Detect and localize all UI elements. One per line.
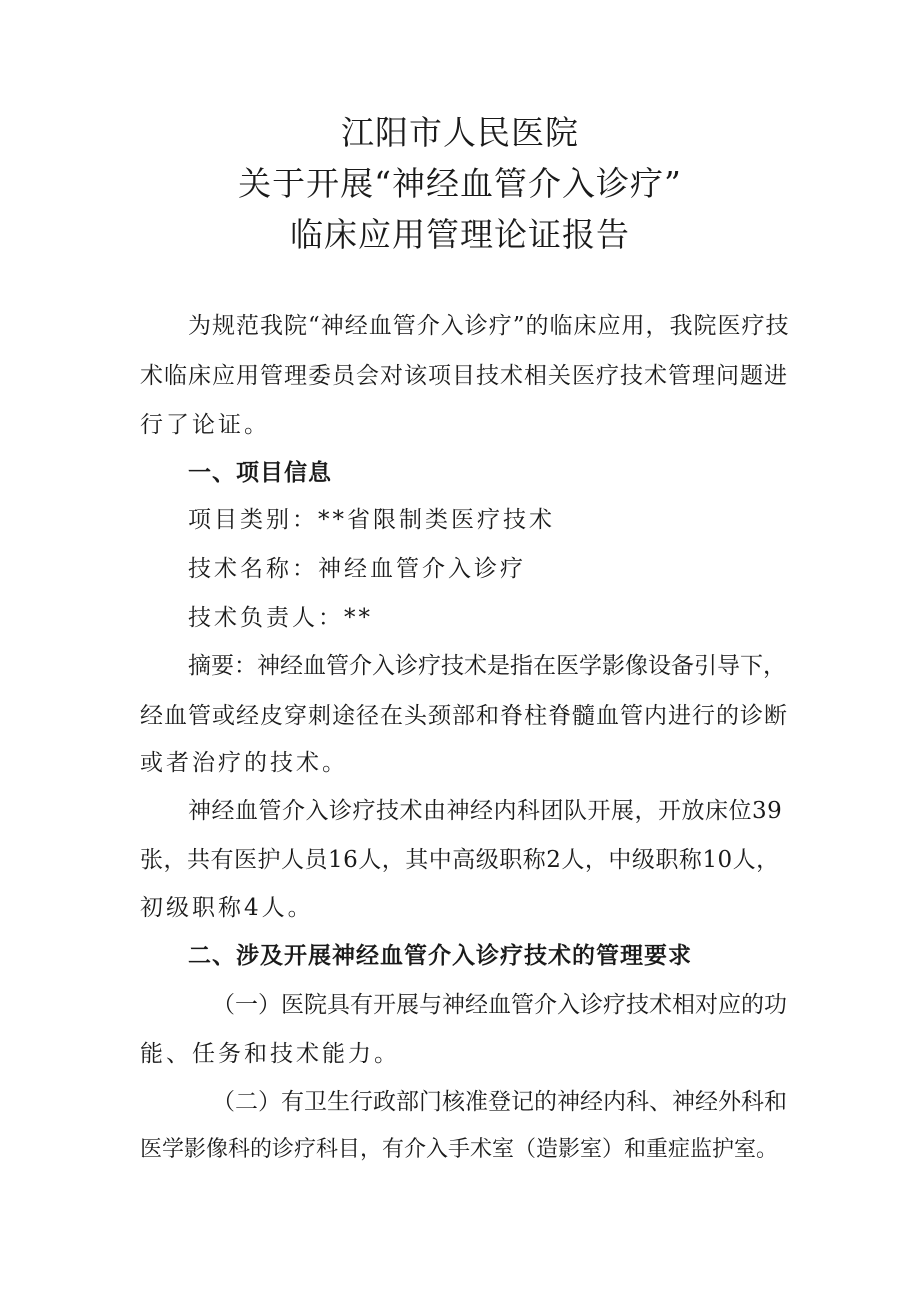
project-category: 项目类别：**省限制类医疗技术 (188, 507, 555, 533)
technology-lead: 技术负责人：** (188, 605, 373, 631)
requirement-2-line-2: 医学影像科的诊疗科目，有介入手术室（造影室）和重症监护室。 (140, 1137, 779, 1162)
section1-heading: 一、项目信息 (188, 460, 332, 486)
abstract-line-3: 或者治疗的技术。 (140, 750, 348, 776)
title-report: 临床应用管理论证报告 (290, 215, 630, 254)
abstract-line-1: 摘要：神经血管介入诊疗技术是指在医学影像设备引导下， (188, 653, 786, 679)
technology-name: 技术名称：神经血管介入诊疗 (188, 556, 526, 582)
requirement-1-line-2: 能、任务和技术能力。 (140, 1041, 400, 1067)
intro-line-3: 行了论证。 (140, 412, 270, 438)
title-hospital: 江阳市人民医院 (341, 113, 579, 152)
requirement-2-line-1: （二）有卫生行政部门核准登记的神经内科、神经外科和 (212, 1089, 787, 1115)
team-line-2: 张，共有医护人员16人，其中高级职称2人，中级职称10人， (140, 847, 780, 873)
section2-heading: 二、涉及开展神经血管介入诊疗技术的管理要求 (188, 943, 692, 969)
abstract-line-2: 经血管或经皮穿刺途径在头颈部和脊柱脊髓血管内进行的诊断 (140, 703, 788, 729)
team-line-3: 初级职称4人。 (140, 895, 314, 921)
intro-line-2: 术临床应用管理委员会对该项目技术相关医疗技术管理问题进 (140, 363, 788, 389)
requirement-1-line-1: （一）医院具有开展与神经血管介入诊疗技术相对应的功 (212, 992, 787, 1018)
team-line-1: 神经血管介入诊疗技术由神经内科团队开展，开放床位39 (188, 798, 783, 824)
intro-line-1: 为规范我院“神经血管介入诊疗”的临床应用，我院医疗技 (188, 313, 790, 339)
title-subject: 关于开展“神经血管介入诊疗” (238, 164, 682, 203)
